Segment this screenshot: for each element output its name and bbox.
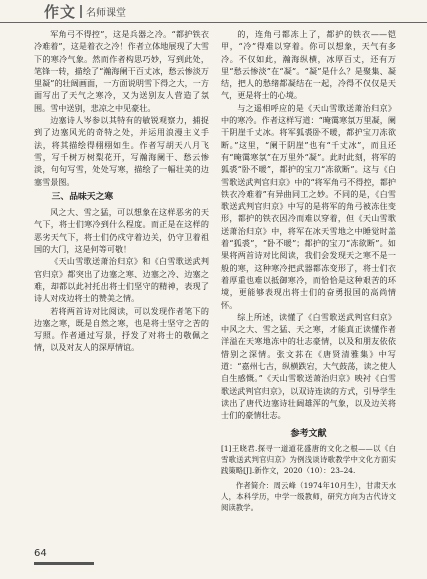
paragraph: 若将两首诗对比阅读，可以发现作者笔下的边塞之寒，既是自然之寒，也是将士坚守之苦的写照。作者通过写景，抒发了对将士的敬佩之情，以及对友人的深厚情谊。 <box>34 305 209 353</box>
column-subtitle: 名师课堂 <box>86 7 127 19</box>
references-title: 参考文献 <box>290 428 327 439</box>
article-body <box>34 28 396 538</box>
left-column <box>34 28 209 538</box>
reference-entry: [1]王晓君.探寻一道道花盛唐的文化之根——以《白雪歌送武判官归京》为例浅谈诗歌教学中文化方面实践策略[J].新作文，2020（10）：23–24. <box>221 443 396 475</box>
page-number: 64 <box>34 548 47 559</box>
column-name: 作文 <box>44 2 77 21</box>
right-column <box>221 28 396 538</box>
header-divider <box>80 5 82 18</box>
column-tag <box>44 3 126 19</box>
author-bio: 作者简介：周云峰（1974年10月生），甘肃天水人，本科学历，中学一级教师，研究方向为古代诗文阅读教学。 <box>221 480 396 512</box>
paragraph: 边塞诗人岑参以其特有的敏锐观察力，捕捉到了边塞风光的奇特之处，并运用浪漫主义手法，将其描绘得栩栩如生。作者写胡天八月飞雪，写千树万树梨花开，写瀚海阑干、愁云惨淡，句句写雪，处处写寒，描绘了一幅壮美的边塞雪景图。 <box>34 115 209 187</box>
paragraph: 的，连角弓都冻上了，都护的铁衣——铠甲，“冷”得难以穿着。你可以想象，天气有多冷。不仅如此，瀚海纵横，冰厚百丈，还有万里“愁云惨淡”在“凝”。“凝”是什么？是聚集、凝结，把人的愁绪都凝结在一起，冷得不仅仅是天气，更是将士的心境。 <box>221 29 396 101</box>
paragraph: 与之遥相呼应的是《天山雪歌送萧治归京》中的寒冷。作者这样写道：“晻霭寒氛万里凝，阑干阴崖千丈冰。将军狐裘卧不暖，都护宝刀冻欲断。”这里，“阑干阴崖”也有“千丈冰”，而且还有“晻霭寒氛”在万里外“凝”。此时此刻，将军的狐裘“卧不暖”，都护的宝刀“冻欲断”。这与《白雪歌送武判官归京》中的“将军角弓不得控，都护铁衣冷难着”有异曲同工之妙。不同的是，《白雪歌送武判官归京》中写的是将军的角弓被冻住变形，都护的铁衣因冷而难以穿着，但《天山雪歌送萧治归京》中，将军在冰天雪地之中睡觉时盖着“狐裘”，“卧不暖”；都护的宝刀“冻欲断”。如果将两首诗对比阅读，我们会发现天之寒不是一般的寒，这种寒冷把武器都冻变形了，将士们衣着厚重也难以抵御寒冷，而恰恰是这种艰苦的环境，更能够表现出将士们的奋勇报国的高尚情怀。 <box>221 102 396 310</box>
paragraph: 综上所述，读懂了《白雪歌送武判官归京》中风之大、雪之猛、天之寒，才能真正读懂作者洋溢在天寒地冻中的壮志豪情，以及和朋友依依惜别之深情。张文荪在《唐贤清雅集》中写道：“嘉州七古，纵横跌宕，大气鼓荡，读之使人自生感慨。”《天山雪歌送萧治归京》映衬《白雪歌送武判官归京》，以双诗连读的方式，引导学生读出了唐代边塞诗壮阔雄浑的气象，以及边关将士们的豪情壮志。 <box>221 311 396 421</box>
paragraph: 《天山雪歌送萧治归京》和《白雪歌送武判官归京》都突出了边塞之寒、边塞之冷、边塞之难，却都以此衬托出将士们坚守的精神，表现了诗人对戍边将士的赞美之情。 <box>34 256 209 304</box>
paragraph: 军角弓不得控”，这是兵器之冷。“都护铁衣冷难着”，这是着衣之冷！作者立体地展现了大雪下的寒冷气象。然而作者构思巧妙，写到此处，笔锋一转，描绘了“瀚海阑干百丈冰，愁云惨淡万里凝”的壮阔画面，一方面说明雪下得之大，一方面写出了天气之寒冷，又为送别友人营造了氛围。雪中送别，悲凉之中见豪壮。 <box>34 29 209 113</box>
page-number-bar <box>34 562 94 565</box>
paragraph: 风之大、雪之猛，可以想象在这样恶劣的天气下，将士们寒冷到什么程度。而正是在这样的恶劣天气下，将士们仍戍守着边关，仍守卫着祖国的大门，这是何等可敬！ <box>34 207 209 255</box>
page-header <box>0 0 427 23</box>
section-heading: 三、品味天之寒 <box>51 191 114 202</box>
